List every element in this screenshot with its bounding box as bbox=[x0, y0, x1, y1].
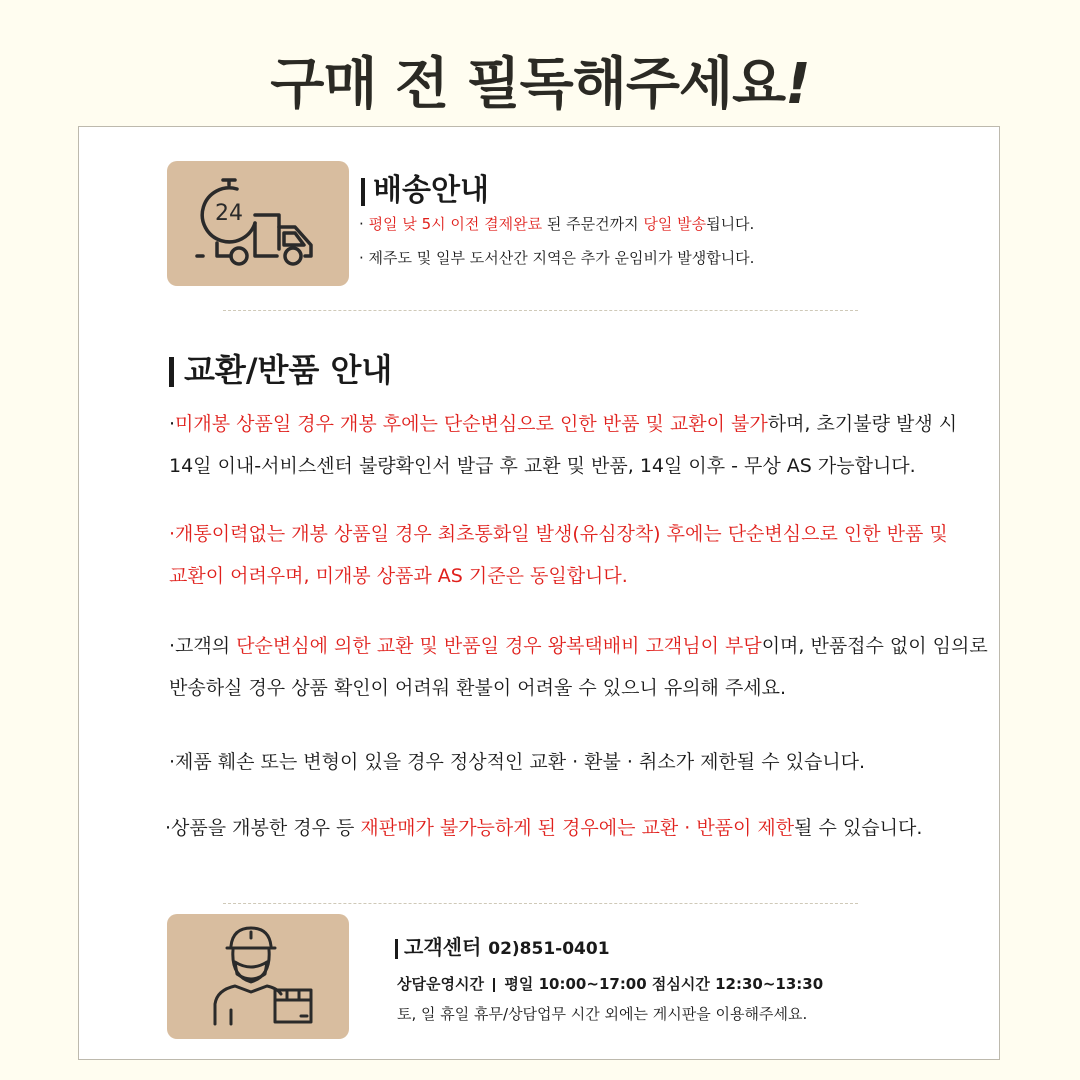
cs-phone: 02)851-0401 bbox=[488, 939, 610, 959]
cs-note: 토, 일 휴일 휴무/상담업무 시간 외에는 게시판을 이용해주세요. bbox=[397, 1005, 808, 1023]
bullet: · bbox=[169, 413, 176, 435]
delivery-person-icon bbox=[167, 914, 349, 1039]
bullet: · bbox=[359, 215, 364, 233]
divider-2 bbox=[223, 903, 858, 904]
shipping-heading-text: 배송안내 bbox=[373, 173, 489, 208]
exchange-p3-line-2: 반송하실 경우 상품 확인이 어려워 환불이 어려울 수 있으니 유의해 주세요. bbox=[169, 677, 787, 699]
shipping-line-2: · 제주도 및 일부 도서산간 지역은 추가 운임비가 발생합니다. bbox=[359, 249, 755, 267]
exchange-p3-highlight: 단순변심에 의한 교환 및 반품일 경우 왕복택배비 고객님이 부담 bbox=[236, 635, 762, 657]
shipping-heading bbox=[361, 165, 489, 209]
exchange-paragraph-3 bbox=[169, 625, 988, 709]
shipping-text-end: 됩니다. bbox=[706, 215, 755, 233]
exchange-paragraph-4: ·제품 훼손 또는 변형이 있을 경우 정상적인 교환 · 환불 · 취소가 제한될 수 있습니다. bbox=[169, 751, 866, 773]
hours-separator bbox=[493, 978, 495, 992]
shipping-highlight-2: 당일 발송 bbox=[643, 215, 707, 233]
exchange-paragraph-2 bbox=[169, 513, 948, 597]
exchange-p5-highlight: 재판매가 불가능하게 된 경우에는 교환 · 반품이 제한 bbox=[360, 817, 795, 839]
delivery-truck-icon-box bbox=[167, 161, 349, 286]
customer-service-icon-box bbox=[167, 914, 349, 1039]
cs-heading-text: 고객센터 bbox=[404, 935, 482, 959]
heading-bar bbox=[361, 178, 365, 206]
exchange-p2-line-1: ·개통이력없는 개봉 상품일 경우 최초통화일 발생(유심장착) 후에는 단순변심으로 인한 반품 및 bbox=[169, 523, 948, 545]
exchange-p1-highlight: 미개봉 상품일 경우 개봉 후에는 단순변심으로 인한 반품 및 교환이 불가 bbox=[175, 413, 768, 435]
exchange-p1-line-2: 14일 이내-서비스센터 불량확인서 발급 후 교환 및 반품, 14일 이후 - 무상 AS 가능합니다. bbox=[169, 455, 916, 477]
heading-bar bbox=[395, 939, 398, 959]
exchange-paragraph-1 bbox=[169, 403, 957, 487]
exchange-heading-text: 교환/반품 안내 bbox=[184, 351, 393, 389]
cs-hours: 평일 10:00~17:00 점심시간 12:30~13:30 bbox=[504, 975, 824, 993]
exchange-p1-rest: 하며, 초기불량 발생 시 bbox=[767, 413, 958, 435]
stopwatch-24-text: 24 bbox=[215, 201, 243, 226]
shipping-line-1 bbox=[359, 213, 754, 234]
cs-hours-label: 상담운영시간 bbox=[397, 975, 484, 993]
title-exclamation: ! bbox=[785, 52, 810, 117]
shipping-text-mid: 된 주문건까지 bbox=[542, 215, 644, 233]
divider-1 bbox=[223, 310, 858, 311]
exchange-p3-rest: 이며, 반품접수 없이 임의로 bbox=[761, 635, 988, 657]
heading-bar bbox=[169, 357, 174, 387]
exchange-p5-start: ·상품을 개봉한 경우 등 bbox=[165, 817, 361, 839]
cs-heading bbox=[395, 931, 610, 960]
shipping-highlight-1: 평일 낮 5시 이전 결제완료 bbox=[368, 215, 543, 233]
title-main: 구매 전 필독해주세요 bbox=[270, 52, 786, 117]
page-title bbox=[0, 40, 1080, 120]
delivery-truck-icon bbox=[167, 161, 349, 286]
exchange-p2-line-2: 교환이 어려우며, 미개봉 상품과 AS 기준은 동일합니다. bbox=[169, 565, 628, 587]
notice-panel bbox=[78, 126, 1000, 1060]
exchange-heading bbox=[169, 345, 392, 391]
exchange-paragraph-5 bbox=[165, 807, 922, 849]
cs-hours-line bbox=[397, 973, 823, 994]
exchange-p3-start: ·고객의 bbox=[169, 635, 237, 657]
exchange-p5-end: 될 수 있습니다. bbox=[794, 817, 923, 839]
